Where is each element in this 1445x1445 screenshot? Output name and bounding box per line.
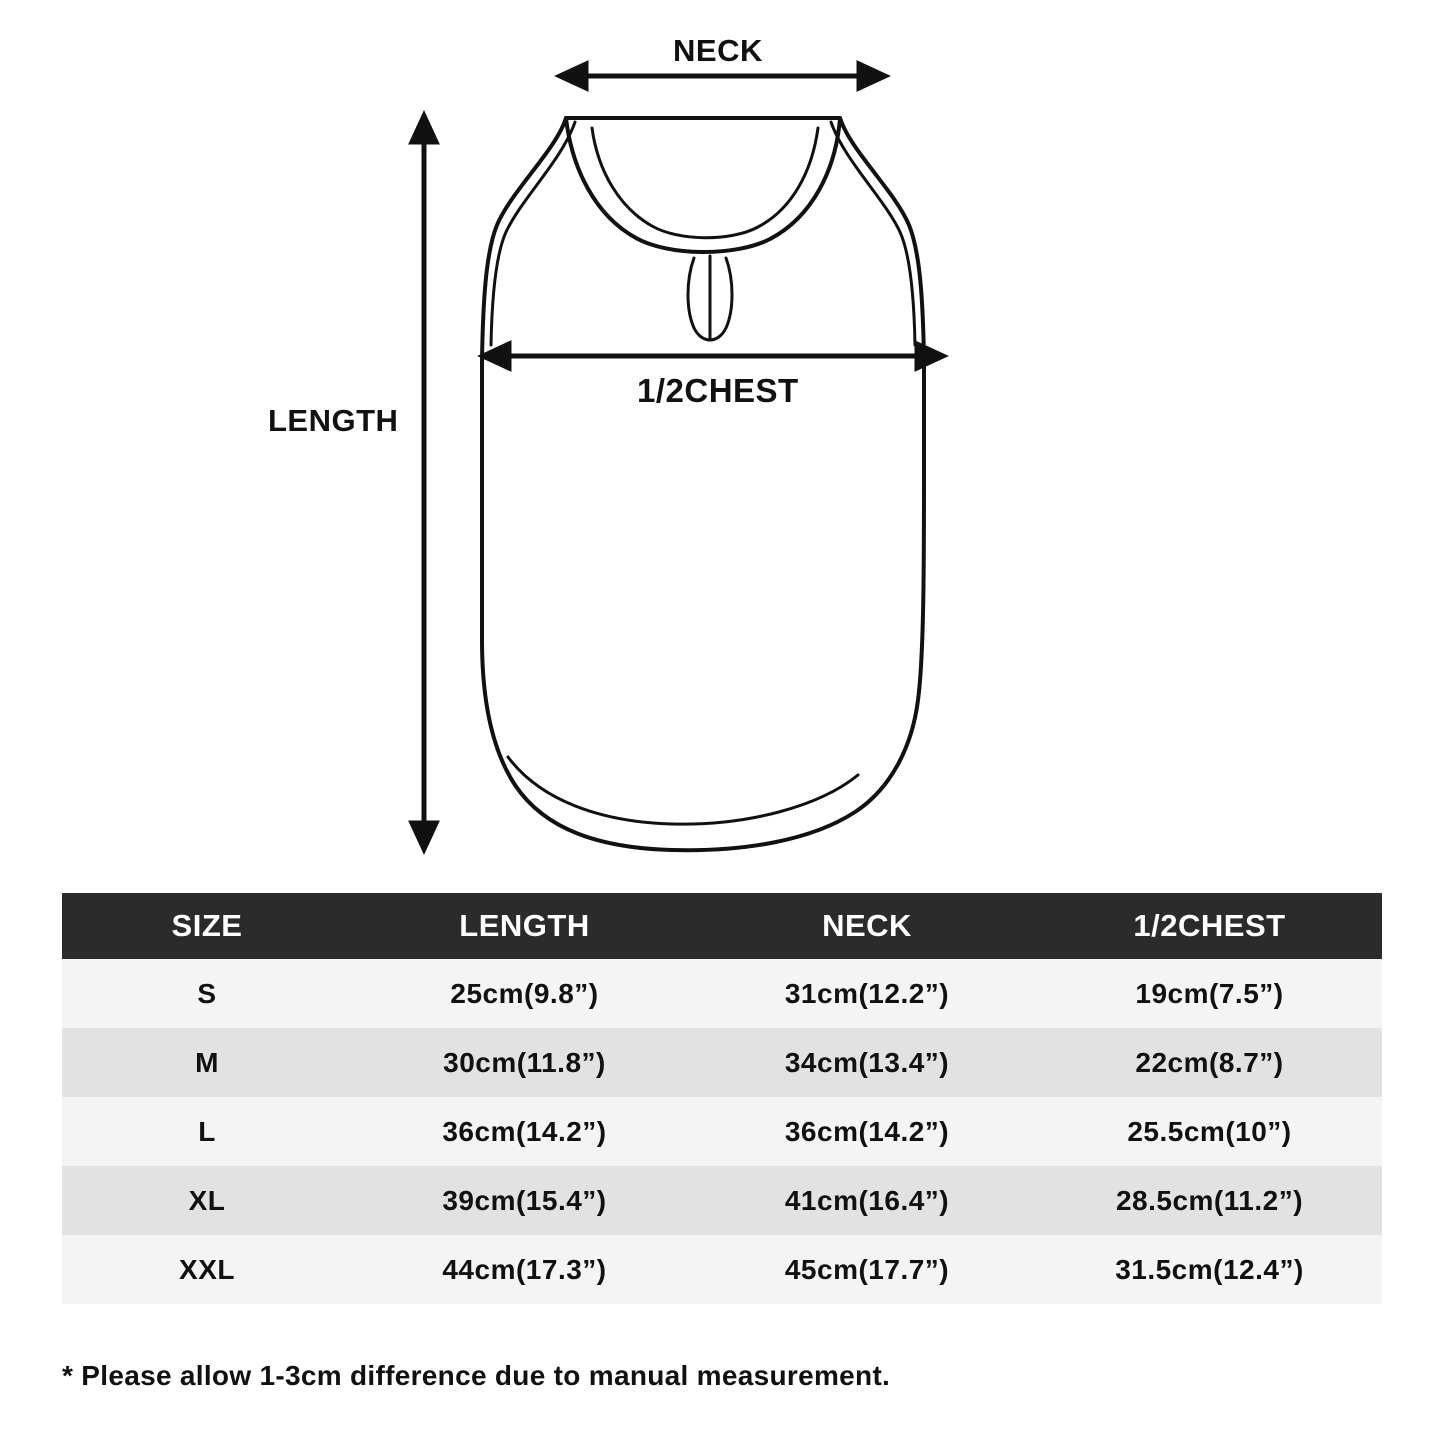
cell-neck: 45cm(17.7”)	[697, 1235, 1037, 1304]
table-row	[62, 959, 1382, 1028]
cell-length: 39cm(15.4”)	[352, 1166, 697, 1235]
cell-half-chest: 31.5cm(12.4”)	[1037, 1235, 1382, 1304]
shoulder-seams	[491, 122, 915, 345]
cell-size: S	[62, 959, 352, 1028]
table-row	[62, 1235, 1382, 1304]
table-row	[62, 1166, 1382, 1235]
table-row	[62, 1028, 1382, 1097]
half-chest-label: 1/2CHEST	[637, 372, 799, 409]
cell-neck: 41cm(16.4”)	[697, 1166, 1037, 1235]
header-half-chest: 1/2CHEST	[1037, 893, 1382, 959]
cell-length: 30cm(11.8”)	[352, 1028, 697, 1097]
table-header-row	[62, 893, 1382, 959]
size-table	[62, 893, 1382, 1304]
measurement-footnote: * Please allow 1-3cm difference due to manual measurement.	[62, 1360, 891, 1391]
cell-size: XXL	[62, 1235, 352, 1304]
cell-size: L	[62, 1097, 352, 1166]
cell-half-chest: 25.5cm(10”)	[1037, 1097, 1382, 1166]
length-label: LENGTH	[268, 403, 399, 438]
placket-loop	[688, 256, 732, 340]
cell-neck: 36cm(14.2”)	[697, 1097, 1037, 1166]
length-dimension-arrow	[412, 116, 436, 849]
header-length: LENGTH	[352, 893, 697, 959]
table-row	[62, 1097, 1382, 1166]
cell-half-chest: 19cm(7.5”)	[1037, 959, 1382, 1028]
cell-size: XL	[62, 1166, 352, 1235]
neck-label: NECK	[673, 33, 763, 68]
half-chest-dimension-arrow	[483, 344, 943, 368]
table-body	[62, 959, 1382, 1304]
cell-neck: 34cm(13.4”)	[697, 1028, 1037, 1097]
cell-size: M	[62, 1028, 352, 1097]
cell-length: 25cm(9.8”)	[352, 959, 697, 1028]
cell-neck: 31cm(12.2”)	[697, 959, 1037, 1028]
table-header	[62, 893, 1382, 959]
hem-line	[508, 757, 858, 824]
collar-inner	[592, 128, 818, 238]
shirt-outline	[482, 118, 924, 850]
cell-half-chest: 22cm(8.7”)	[1037, 1028, 1382, 1097]
cell-half-chest: 28.5cm(11.2”)	[1037, 1166, 1382, 1235]
header-size: SIZE	[62, 893, 352, 959]
cell-length: 36cm(14.2”)	[352, 1097, 697, 1166]
cell-length: 44cm(17.3”)	[352, 1235, 697, 1304]
header-neck: NECK	[697, 893, 1037, 959]
